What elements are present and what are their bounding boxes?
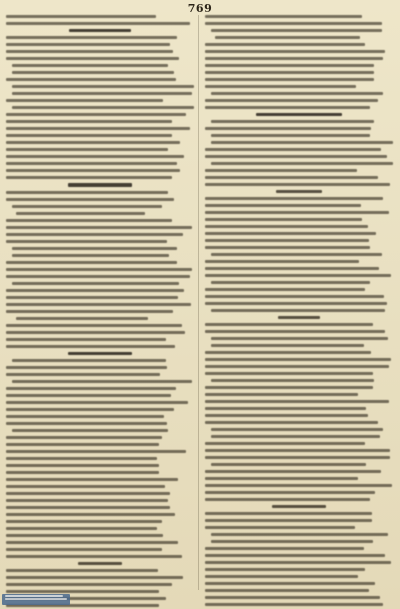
text-column-right <box>205 15 393 595</box>
text-line <box>205 393 358 396</box>
text-line <box>6 338 166 341</box>
text-line <box>6 120 172 123</box>
text-line <box>6 492 170 495</box>
text-line <box>205 330 385 333</box>
text-line <box>205 351 371 354</box>
text-line <box>12 106 194 109</box>
page-number: 769 <box>187 2 213 15</box>
text-line <box>211 533 388 536</box>
text-line <box>205 197 383 200</box>
text-line <box>205 169 357 172</box>
text-line <box>6 36 177 39</box>
text-line <box>6 113 186 116</box>
text-line <box>6 198 174 201</box>
text-line <box>205 71 374 74</box>
text-line <box>6 148 168 151</box>
text-line <box>6 240 167 243</box>
text-line <box>12 359 166 362</box>
text-line <box>215 36 360 39</box>
text-line <box>6 436 162 439</box>
text-line <box>6 22 190 25</box>
text-line <box>6 457 157 460</box>
text-line <box>211 435 380 438</box>
text-line <box>205 85 356 88</box>
column-divider <box>198 15 199 590</box>
text-line <box>205 260 359 263</box>
text-line <box>211 379 374 382</box>
text-line <box>205 232 376 235</box>
text-line <box>211 337 388 340</box>
text-line <box>6 576 183 579</box>
text-line <box>205 57 383 60</box>
text-line <box>78 562 123 565</box>
text-line <box>205 386 373 389</box>
text-line <box>6 191 168 194</box>
text-line <box>205 183 390 186</box>
text-line <box>256 113 341 116</box>
text-line <box>6 169 180 172</box>
text-line <box>6 233 183 236</box>
text-line <box>211 540 373 543</box>
text-line <box>205 512 372 515</box>
text-line <box>205 78 374 81</box>
text-line <box>6 43 170 46</box>
text-line <box>276 190 322 193</box>
text-line <box>211 309 385 312</box>
text-line <box>6 303 191 306</box>
text-line <box>6 506 170 509</box>
text-line <box>6 555 182 558</box>
text-line <box>6 324 182 327</box>
text-line <box>272 505 327 508</box>
text-line <box>6 485 165 488</box>
text-line <box>205 582 375 585</box>
text-column-left <box>6 15 194 595</box>
text-line <box>6 99 163 102</box>
text-line <box>6 162 177 165</box>
text-line <box>6 50 173 53</box>
text-line <box>205 22 382 25</box>
text-line <box>6 590 159 593</box>
text-line <box>6 422 167 425</box>
text-line <box>12 92 192 95</box>
text-line <box>205 519 372 522</box>
text-line <box>205 267 379 270</box>
text-line <box>6 583 172 586</box>
text-line <box>211 92 383 95</box>
text-line <box>68 352 132 355</box>
text-line <box>6 464 159 467</box>
text-line <box>211 162 393 165</box>
text-line <box>6 134 172 137</box>
text-line <box>205 484 392 487</box>
text-line <box>205 99 378 102</box>
text-line <box>16 212 145 215</box>
text-line <box>205 204 361 207</box>
text-line <box>211 141 393 144</box>
text-line <box>205 568 365 571</box>
text-line <box>205 526 355 529</box>
text-line <box>205 295 384 298</box>
text-line <box>6 127 190 130</box>
text-line <box>68 183 132 186</box>
text-line <box>16 317 148 320</box>
text-line <box>278 316 320 319</box>
text-line <box>6 78 176 81</box>
text-line <box>6 176 172 179</box>
text-line <box>205 365 389 368</box>
text-line <box>6 548 162 551</box>
text-line <box>6 219 172 222</box>
text-line <box>205 148 381 151</box>
text-line <box>205 407 366 410</box>
text-line <box>211 29 382 32</box>
text-line <box>205 589 369 592</box>
text-line <box>211 428 383 431</box>
text-line <box>6 401 188 404</box>
text-line <box>6 471 159 474</box>
text-line <box>6 345 175 348</box>
stamp-lettering <box>5 595 67 601</box>
text-line <box>205 288 365 291</box>
text-line <box>12 429 168 432</box>
text-line <box>211 281 370 284</box>
text-line <box>205 246 370 249</box>
text-line <box>205 575 358 578</box>
text-line <box>205 470 381 473</box>
text-line <box>6 226 192 229</box>
text-line <box>12 85 194 88</box>
text-line <box>205 603 383 606</box>
text-line <box>6 289 184 292</box>
text-line <box>6 275 190 278</box>
text-line <box>12 380 192 383</box>
text-line <box>205 15 362 18</box>
text-line <box>6 415 164 418</box>
text-line <box>6 569 158 572</box>
text-line <box>12 71 174 74</box>
text-line <box>12 247 177 250</box>
text-line <box>205 225 368 228</box>
text-line <box>6 366 167 369</box>
text-line <box>205 456 390 459</box>
text-line <box>205 176 378 179</box>
text-line <box>6 57 179 60</box>
text-line <box>6 520 162 523</box>
text-line <box>6 408 174 411</box>
text-line <box>6 534 163 537</box>
text-line <box>205 547 364 550</box>
text-line <box>205 596 380 599</box>
text-line <box>6 541 178 544</box>
text-line <box>6 513 175 516</box>
text-line <box>211 134 370 137</box>
text-line <box>6 387 176 390</box>
text-line <box>6 527 157 530</box>
text-line <box>205 211 389 214</box>
text-line <box>205 554 385 557</box>
text-line <box>211 253 382 256</box>
text-line <box>12 64 168 67</box>
text-line <box>6 443 159 446</box>
text-line <box>205 106 370 109</box>
text-line <box>6 331 185 334</box>
text-line <box>6 499 168 502</box>
text-line <box>12 282 179 285</box>
text-line <box>6 310 173 313</box>
text-line <box>205 498 370 501</box>
text-line <box>6 450 186 453</box>
text-line <box>205 323 373 326</box>
library-stamp <box>2 594 70 605</box>
text-line <box>205 421 378 424</box>
text-line <box>205 239 369 242</box>
text-line <box>205 561 391 564</box>
text-line <box>205 477 358 480</box>
text-line <box>205 358 391 361</box>
text-line <box>205 442 365 445</box>
text-line <box>205 449 390 452</box>
text-line <box>205 64 374 67</box>
text-line <box>205 372 373 375</box>
text-line <box>205 155 387 158</box>
text-line <box>205 414 368 417</box>
text-line <box>205 50 385 53</box>
text-line <box>205 491 375 494</box>
text-line <box>6 155 184 158</box>
text-line <box>205 274 391 277</box>
text-line <box>6 141 180 144</box>
text-line <box>211 463 366 466</box>
text-line <box>69 29 131 32</box>
text-line <box>6 373 160 376</box>
text-line <box>205 127 371 130</box>
text-line <box>211 344 364 347</box>
text-line <box>12 254 169 257</box>
text-line <box>6 268 192 271</box>
text-line <box>6 394 171 397</box>
text-line <box>6 261 177 264</box>
text-line <box>12 205 162 208</box>
text-line <box>205 400 389 403</box>
text-line <box>6 478 178 481</box>
text-line <box>211 120 374 123</box>
text-line <box>205 218 362 221</box>
text-line <box>205 43 365 46</box>
text-line <box>6 296 178 299</box>
text-line <box>205 302 387 305</box>
text-line <box>6 15 156 18</box>
